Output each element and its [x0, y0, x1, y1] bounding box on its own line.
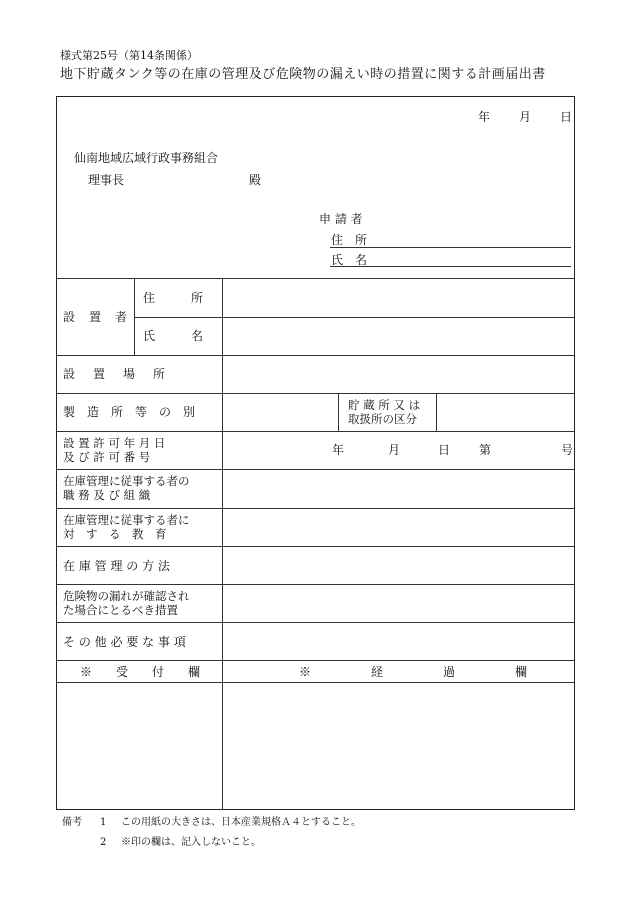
education-label-2: 対 す る 教 育 — [63, 527, 167, 541]
education-label-1: 在庫管理に従事する者に — [63, 513, 190, 527]
inventory-method-label: 在 庫 管 理 の 方 法 — [63, 559, 170, 573]
addressee-title: 理事長 — [88, 173, 125, 187]
honorific: 殿 — [249, 173, 262, 187]
permit-number-prefix: 第 — [479, 443, 492, 457]
date-day-label: 日 — [560, 110, 573, 124]
permit-month-label: 月 — [388, 443, 401, 457]
col-divider-storage-right — [436, 393, 437, 431]
applicant-label: 申 請 者 — [319, 212, 363, 226]
storage-category-label-2: 取扱所の区分 — [348, 412, 417, 426]
permit-label-2: 及 び 許 可 番 号 — [63, 450, 151, 464]
note-text: ※印の欄は、記入しないこと。 — [121, 837, 261, 848]
row-divider — [56, 355, 575, 356]
installer-label: 設 置 者 — [63, 310, 129, 324]
row-divider — [56, 469, 575, 470]
row-divider — [56, 393, 575, 394]
note-number: 1 — [100, 817, 107, 828]
note-text: この用紙の大きさは、日本産業規格Ａ４とすること。 — [121, 817, 361, 828]
applicant-address-label: 住 所 — [331, 233, 368, 247]
row-divider — [56, 584, 575, 585]
form-title: 地下貯蔵タンク等の在庫の管理及び危険物の漏えい時の措置に関する計画届出書 — [60, 67, 546, 82]
location-label: 設 置 場 所 — [63, 367, 169, 381]
row-divider — [56, 660, 575, 661]
date-year-label: 年 — [478, 110, 491, 124]
col-divider-installer — [134, 278, 135, 355]
facility-type-label: 製 造 所 等 の 別 — [63, 405, 196, 419]
staff-label-2: 職 務 及 び 組 織 — [63, 488, 151, 502]
notes-label: 備考 — [62, 817, 82, 828]
row-divider — [56, 622, 575, 623]
row-divider — [56, 508, 575, 509]
col-divider-main — [222, 278, 223, 810]
addressee-org: 仙南地域広域行政事務組合 — [74, 151, 219, 165]
installer-address-label: 住 所 — [143, 291, 204, 305]
permit-number-suffix: 号 — [561, 443, 574, 457]
row-divider — [56, 546, 575, 547]
other-items-label: そ の 他 必 要 な 事 項 — [63, 635, 186, 649]
note-number: 2 — [100, 837, 107, 848]
storage-category-label-1: 貯 蔵 所 又 は — [348, 398, 421, 412]
permit-label-1: 設 置 許 可 年 月 日 — [63, 436, 166, 450]
col-divider-storage-left — [338, 393, 339, 431]
applicant-name-label: 氏 名 — [331, 253, 368, 267]
permit-day-label: 日 — [438, 443, 451, 457]
row-divider-installer — [134, 317, 575, 318]
leak-measure-label-2: た場合にとるべき措置 — [63, 603, 178, 617]
row-divider-reception — [56, 682, 575, 683]
applicant-name-line[interactable] — [330, 266, 571, 267]
row-divider — [56, 431, 575, 432]
applicant-address-line[interactable] — [330, 247, 571, 248]
form-number: 様式第25号（第14条関係） — [60, 49, 198, 62]
leak-measure-label-1: 危険物の漏れが確認され — [63, 589, 190, 603]
staff-label-1: 在庫管理に従事する者の — [63, 474, 190, 488]
permit-year-label: 年 — [332, 443, 345, 457]
progress-column-header: ※ 経 過 欄 — [299, 665, 528, 679]
installer-name-label: 氏 名 — [143, 329, 204, 343]
reception-column-header: ※ 受 付 欄 — [80, 665, 201, 679]
date-month-label: 月 — [519, 110, 532, 124]
